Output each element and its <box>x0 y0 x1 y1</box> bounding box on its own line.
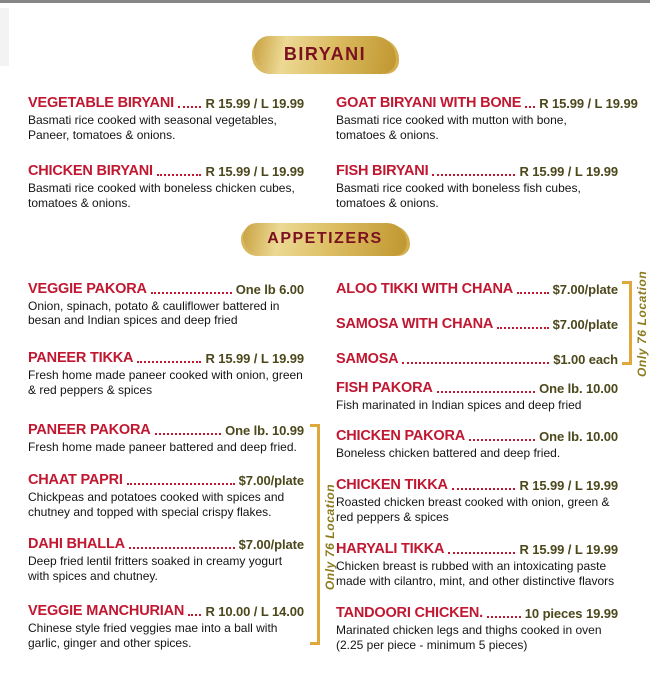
dotted-leader <box>525 106 535 108</box>
menu-item-chicken-pakora <box>336 428 618 461</box>
menu-item-paneer-pakora <box>28 422 304 455</box>
item-name: PANEER PAKORA <box>28 422 151 438</box>
dotted-leader <box>517 292 549 294</box>
dotted-leader <box>402 362 549 364</box>
item-name: FISH BIRYANI <box>336 162 429 179</box>
item-price: $1.00 each <box>553 351 618 367</box>
dotted-leader <box>452 488 516 490</box>
title-row <box>28 350 304 366</box>
gold-bracket <box>622 281 632 365</box>
menu-item-haryali-tikka <box>336 541 618 589</box>
item-description: Chickpeas and potatoes cooked with spices and chutney and topped with special crispy flakes. <box>28 489 285 519</box>
biryani-banner-row <box>0 36 650 74</box>
title-row <box>28 422 304 438</box>
menu-item-aloo-tikki-with-chana <box>336 281 618 297</box>
only-76-location-label: Only 76 Location <box>323 483 337 590</box>
biryani-right-column <box>336 95 638 211</box>
item-name: VEGGIE MANCHURIAN <box>28 603 185 620</box>
item-description: Chinese style fried veggies mae into a ball with garlic, ginger and other spices. <box>28 621 278 651</box>
dotted-leader <box>137 361 201 363</box>
item-description: Boneless chicken battered and deep fried. <box>336 446 561 461</box>
item-name: VEGETABLE BIRYANI <box>28 95 174 111</box>
item-description: Fish marinated in Indian spices and deep fried <box>336 397 582 412</box>
title-row <box>28 281 304 297</box>
item-price: 10 pieces 19.99 <box>524 605 618 621</box>
gold-bracket <box>310 424 320 645</box>
menu-item-paneer-tikka <box>28 350 304 398</box>
dotted-leader <box>129 547 235 549</box>
item-price: R 15.99 / L 19.99 <box>205 96 304 111</box>
menu-item-samosa-with-chana <box>336 316 618 332</box>
dotted-leader <box>151 292 232 294</box>
item-name: VEGGIE PAKORA <box>28 280 147 297</box>
menu-item-dahi-bhalla <box>28 536 304 584</box>
title-row <box>28 163 304 179</box>
dotted-leader <box>487 616 521 618</box>
item-price: $7.00/plate <box>552 316 618 332</box>
item-name: CHAAT PAPRI <box>28 471 123 488</box>
dotted-leader <box>437 391 535 393</box>
item-description: Deep fried lentil fritters soaked in creamy yogurt with spices and chutney. <box>28 553 283 583</box>
item-name: DAHI BHALLA <box>28 535 125 552</box>
item-name: FISH PAKORA <box>336 379 433 396</box>
dotted-leader <box>448 552 515 554</box>
item-name: ALOO TIKKI WITH CHANA <box>336 280 514 297</box>
item-description: Fresh home made paneer battered and deep fried. <box>28 440 297 454</box>
dotted-leader <box>188 614 201 616</box>
item-description: Basmati rice cooked with boneless chicken cubes, tomatoes & onions. <box>28 180 295 210</box>
item-name: CHICKEN BIRYANI <box>28 162 153 179</box>
title-row <box>28 536 304 552</box>
dotted-leader <box>469 439 535 441</box>
menu-item-chicken-tikka <box>336 477 618 525</box>
menu-item-veggie-pakora <box>28 281 304 329</box>
item-price: One lb 6.00 <box>235 281 304 297</box>
top-border-line <box>0 0 650 3</box>
paper-edge-artifact <box>0 8 9 66</box>
only-76-location-group-left <box>28 422 337 651</box>
item-price: One lb. 10.99 <box>225 423 304 438</box>
item-description: Fresh home made paneer cooked with onion, green & red peppers & spices <box>28 368 303 398</box>
item-name: GOAT BIRYANI WITH BONE <box>336 95 522 111</box>
menu-item-tandoori-chicken <box>336 605 618 653</box>
menu-item-samosa <box>336 351 618 367</box>
dotted-leader <box>432 174 515 176</box>
item-description: Marinated chicken legs and thighs cooked in oven (2.25 per piece - minimum 5 pieces) <box>336 622 602 652</box>
item-price: $7.00/plate <box>238 472 304 488</box>
item-price: R 10.00 / L 14.00 <box>205 604 304 620</box>
biryani-grid <box>0 95 650 211</box>
item-name: HARYALI TIKKA <box>336 541 445 557</box>
only-76-location-label: Only 76 Location <box>635 270 649 377</box>
title-row <box>28 472 304 488</box>
appetizers-grid <box>0 270 650 653</box>
menu-item-fish-pakora <box>336 380 618 413</box>
dotted-leader <box>178 106 202 108</box>
dotted-leader <box>127 483 235 485</box>
item-description: Basmati rice cooked with mutton with bone, tomatoes & onions. <box>336 113 567 142</box>
biryani-section-banner: BIRYANI <box>254 36 396 74</box>
title-row <box>336 351 618 367</box>
item-price: R 15.99 / L 19.99 <box>205 351 304 367</box>
title-row <box>336 605 618 621</box>
appetizers-right-column <box>336 270 649 653</box>
item-name: SAMOSA <box>336 350 399 367</box>
item-name: PANEER TIKKA <box>28 350 134 367</box>
dotted-leader <box>157 174 202 176</box>
title-row <box>336 95 638 111</box>
appetizers-section-banner: APPETIZERS <box>243 223 406 256</box>
menu-item-fish-biryani <box>336 163 618 211</box>
menu-item-goat-biryani <box>336 95 638 143</box>
menu-item-chicken-biryani <box>28 163 304 211</box>
item-name: TANDOORI CHICKEN. <box>336 604 483 621</box>
item-price: R 15.99 / L 19.99 <box>205 163 304 179</box>
title-row <box>336 281 618 297</box>
title-row <box>336 428 618 444</box>
title-row <box>336 380 618 396</box>
only-76-location-group-right <box>336 270 649 377</box>
item-price: One lb. 10.00 <box>539 429 618 445</box>
item-description: Chicken breast is rubbed with an intoxicating paste made with cilantro, mint, and other distinctive flavors <box>336 559 615 588</box>
item-description: Basmati rice cooked with seasonal vegetables, Paneer, tomatoes & onions. <box>28 113 277 142</box>
item-price: R 15.99 / L 19.99 <box>539 96 638 111</box>
menu-item-vegetable-biryani <box>28 95 304 143</box>
menu-item-chaat-papri <box>28 472 304 520</box>
title-row <box>28 603 304 619</box>
item-price: R 15.99 / L 19.99 <box>519 478 618 494</box>
title-row <box>336 541 618 557</box>
dotted-leader <box>155 433 222 435</box>
item-price: One lb. 10.00 <box>539 380 618 396</box>
item-price: $7.00/plate <box>552 281 618 297</box>
dotted-leader <box>497 327 548 329</box>
title-row <box>336 477 618 493</box>
title-row <box>28 95 304 111</box>
item-price: R 15.99 / L 19.99 <box>519 163 618 179</box>
title-row <box>336 163 618 179</box>
menu-item-veggie-manchurian <box>28 603 304 651</box>
item-name: SAMOSA WITH CHANA <box>336 315 494 332</box>
item-price: R 15.99 / L 19.99 <box>519 542 618 557</box>
appetizers-banner-row <box>0 223 650 256</box>
item-price: $7.00/plate <box>238 536 304 552</box>
item-description: Roasted chicken breast cooked with onion, green & red peppers & spices <box>336 495 610 525</box>
item-description: Basmati rice cooked with boneless fish cubes, tomatoes & onions. <box>336 180 581 210</box>
item-description: Onion, spinach, potato & cauliflower battered in besan and Indian spices and deep fried <box>28 298 280 328</box>
biryani-left-column <box>28 95 304 211</box>
item-name: CHICKEN TIKKA <box>336 477 448 494</box>
item-name: CHICKEN PAKORA <box>336 428 466 445</box>
appetizers-left-column <box>28 280 337 653</box>
title-row <box>336 316 618 332</box>
